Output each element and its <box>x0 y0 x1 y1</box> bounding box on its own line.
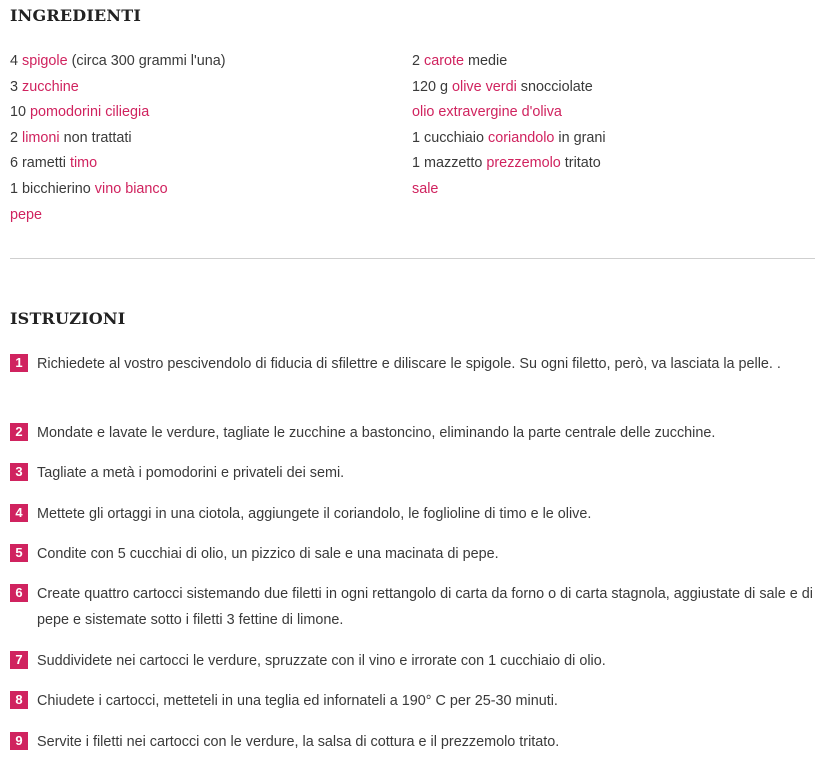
instruction-step <box>10 648 815 674</box>
ingredient-item <box>412 177 812 203</box>
ingredient-text: 2 <box>10 129 23 146</box>
step-text: Chiudete i cartocci, metteteli in una teglia ed infornateli a 190° C per 25-30 minuti. <box>37 693 558 709</box>
ingredients-column-right <box>412 49 812 203</box>
ingredient-link[interactable]: pomodorini ciliegia <box>30 104 150 121</box>
ingredient-text: in grani <box>554 129 606 146</box>
step-number-badge: 7 <box>10 651 28 669</box>
ingredient-link[interactable]: timo <box>69 155 98 172</box>
instruction-step <box>10 688 815 714</box>
ingredient-item <box>412 126 812 152</box>
ingredient-text: 3 <box>10 78 23 95</box>
ingredient-link[interactable]: pepe <box>10 206 43 223</box>
ingredient-item <box>412 49 812 75</box>
instruction-step <box>10 501 815 527</box>
ingredient-item <box>412 75 812 101</box>
ingredient-text: 6 rametti <box>10 155 70 172</box>
ingredient-item <box>10 151 400 177</box>
instruction-step <box>10 460 815 486</box>
ingredients-heading: INGREDIENTI <box>10 6 142 25</box>
step-text: Richiedete al vostro pescivendolo di fiducia di sfilettre e diliscare le spigole. Su ogni filetto, però, va lasciata la pelle. . <box>37 356 781 372</box>
ingredient-item <box>412 151 812 177</box>
ingredient-item <box>10 126 400 152</box>
ingredient-item <box>412 100 812 126</box>
ingredient-text: snocciolate <box>516 78 593 95</box>
step-text: Suddividete nei cartocci le verdure, spruzzate con il vino e irrorate con 1 cucchiaio di olio. <box>37 653 606 669</box>
ingredient-link[interactable]: olio extravergine d'oliva <box>412 104 562 121</box>
step-number-badge: 2 <box>10 423 28 441</box>
step-number-badge: 9 <box>10 732 28 750</box>
ingredient-text: 10 <box>10 104 31 121</box>
ingredient-item <box>10 177 400 203</box>
ingredient-link[interactable]: carote <box>424 53 465 69</box>
ingredient-text: medie <box>464 53 508 69</box>
ingredient-text: 1 cucchiaio <box>412 129 488 146</box>
ingredient-item <box>10 100 400 126</box>
ingredient-link[interactable]: prezzemolo <box>486 155 561 172</box>
instruction-step <box>10 351 815 377</box>
step-text: Servite i filetti nei cartocci con le verdure, la salsa di cottura e il prezzemolo tritato. <box>37 734 560 750</box>
ingredient-text: tritato <box>560 155 601 172</box>
instruction-step <box>10 729 815 755</box>
step-text: Condite con 5 cucchiai di olio, un pizzico di sale e una macinata di pepe. <box>37 546 499 562</box>
step-text: Mondate e lavate le verdure, tagliate le zucchine a bastoncino, eliminando la parte centrale delle zucchine. <box>37 425 716 441</box>
instruction-step <box>10 420 815 446</box>
step-number-badge: 3 <box>10 463 28 481</box>
ingredient-item <box>10 49 400 75</box>
instruction-step <box>10 581 815 633</box>
ingredient-link[interactable]: sale <box>412 180 439 197</box>
instructions-heading: ISTRUZIONI <box>10 309 126 328</box>
ingredient-text: non trattati <box>59 129 132 146</box>
ingredient-text: 120 g <box>412 78 453 95</box>
ingredient-link[interactable]: limoni <box>22 129 60 146</box>
ingredient-item <box>10 203 400 229</box>
ingredient-text: 2 <box>412 53 425 69</box>
step-text: Tagliate a metà i pomodorini e privateli dei semi. <box>37 465 345 481</box>
ingredient-link[interactable]: coriandolo <box>488 129 555 146</box>
step-text: Create quattro cartocci sistemando due filetti in ogni rettangolo di carta da forno o di carta stagnola, aggiustate di sale e di pepe e sistemate sotto i filetti 3 fettine di limone. <box>37 586 813 628</box>
instruction-step <box>10 541 815 567</box>
ingredient-text: (circa 300 grammi l'una) <box>67 53 226 69</box>
section-divider <box>10 258 815 259</box>
step-number-badge: 6 <box>10 584 28 602</box>
step-text: Mettete gli ortaggi in una ciotola, aggiungete il coriandolo, le foglioline di timo e le olive. <box>37 506 592 522</box>
ingredient-text: 4 <box>10 53 23 69</box>
step-number-badge: 5 <box>10 544 28 562</box>
ingredient-link[interactable]: vino bianco <box>94 180 168 197</box>
ingredient-link[interactable]: spigole <box>22 53 68 69</box>
ingredients-column-left <box>10 49 400 228</box>
step-number-badge: 4 <box>10 504 28 522</box>
ingredient-text: 1 bicchierino <box>10 180 95 197</box>
ingredient-text: 1 mazzetto <box>412 155 487 172</box>
ingredient-link[interactable]: olive verdi <box>452 78 517 95</box>
step-number-badge: 1 <box>10 354 28 372</box>
ingredient-link[interactable]: zucchine <box>22 78 79 95</box>
ingredient-item <box>10 75 400 101</box>
step-number-badge: 8 <box>10 691 28 709</box>
